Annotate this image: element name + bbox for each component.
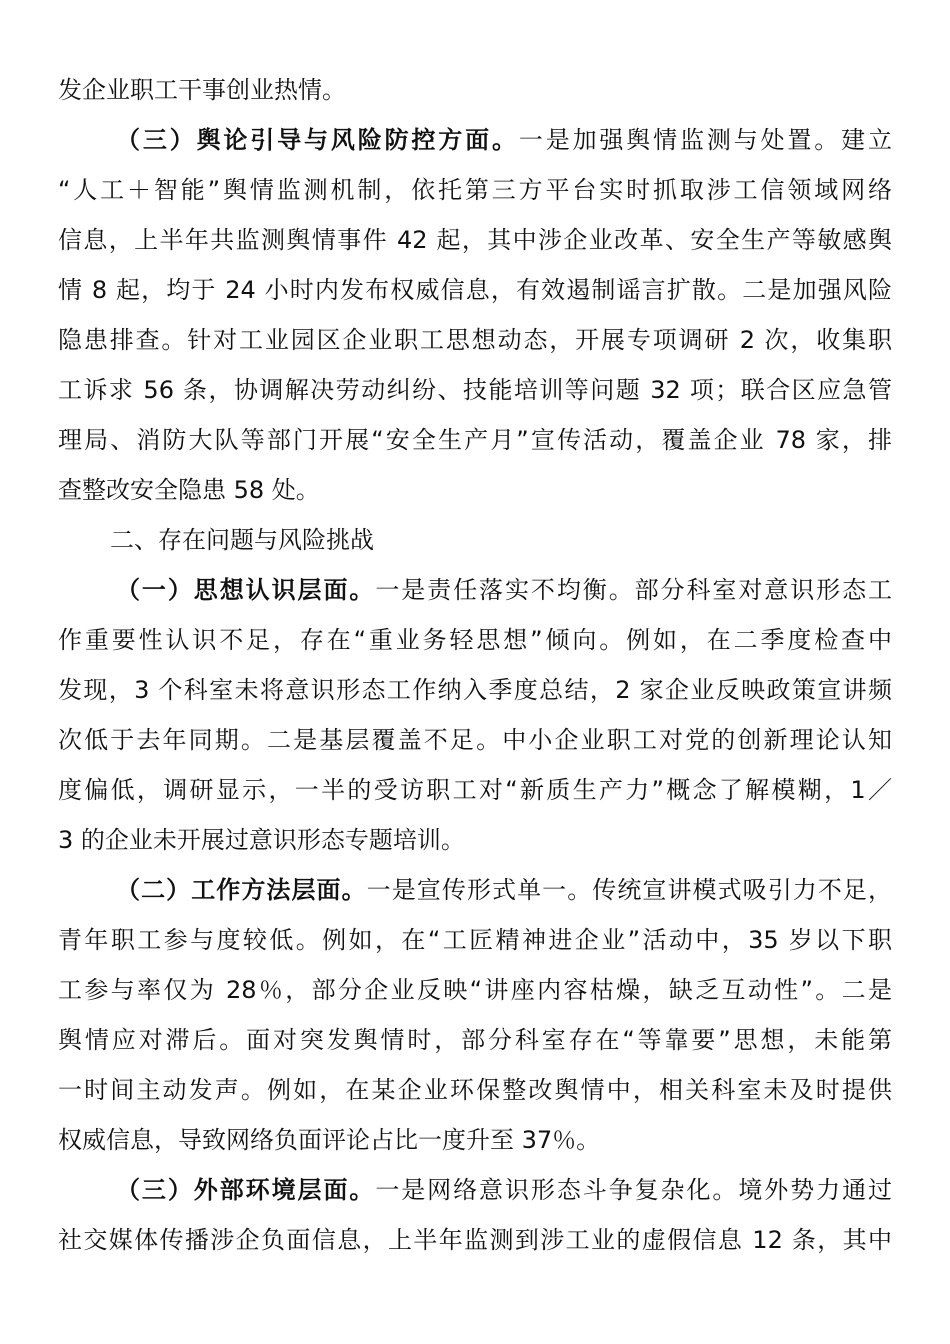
text-line	[58, 768, 892, 812]
section-heading-line	[58, 868, 892, 912]
section-heading-line	[58, 118, 892, 162]
text-line	[58, 318, 892, 362]
section-heading-line	[58, 568, 892, 612]
text-line	[58, 168, 892, 212]
text-segment: 发企业职工干事创业热情。	[58, 76, 346, 104]
text-line	[58, 1018, 892, 1062]
section-heading-line	[58, 1168, 892, 1212]
text-line	[58, 918, 892, 962]
paragraph-end-line	[58, 468, 892, 512]
text-segment: 青年职工参与度较低。例如，在“工匠精神进企业”活动中，35 岁以下职	[58, 926, 892, 954]
text-segment: 舆情应对滞后。面对突发舆情时，部分科室存在“等靠要”思想，未能第	[58, 1026, 892, 1054]
text-segment: 查整改安全隐患 58 处。	[58, 476, 320, 504]
text-segment: 一时间主动发声。例如，在某企业环保整改舆情中，相关科室未及时提供	[58, 1076, 892, 1104]
text-line	[58, 268, 892, 312]
text-segment: 3 的企业未开展过意识形态专题培训。	[58, 826, 465, 854]
text-segment: 一是加强舆情监测与处置。建立	[518, 126, 893, 154]
text-segment: 作重要性认识不足，存在“重业务轻思想”倾向。例如，在二季度检查中	[58, 626, 892, 654]
text-line	[58, 668, 892, 712]
chapter-heading-text: 二、存在问题与风险挑战	[110, 526, 374, 554]
text-line	[58, 218, 892, 262]
text-line	[58, 368, 892, 412]
text-line	[58, 418, 892, 462]
text-segment: 发现，3 个科室未将意识形态工作纳入季度总结，2 家企业反映政策宣讲频	[58, 676, 892, 704]
text-segment: 权威信息，导致网络负面评论占比一度升至 37％。	[58, 1126, 601, 1154]
section-heading: （二）工作方法层面。	[116, 876, 367, 904]
text-segment: 一是网络意识形态斗争复杂化。境外势力通过	[375, 1176, 893, 1204]
text-segment: 社交媒体传播涉企负面信息，上半年监测到涉工业的虚假信息 12 条，其中	[58, 1226, 892, 1254]
text-line	[58, 968, 892, 1012]
text-segment: 度偏低，调研显示，一半的受访职工对“新质生产力”概念了解模糊，1／	[58, 776, 892, 804]
text-segment: 理局、消防大队等部门开展“安全生产月”宣传活动，覆盖企业 78 家，排	[58, 426, 892, 454]
text-segment: 隐患排查。针对工业园区企业职工思想动态，开展专项调研 2 次，收集职	[58, 326, 892, 354]
paragraph-end-line	[58, 818, 892, 862]
text-line	[58, 718, 892, 762]
chapter-heading	[58, 518, 886, 562]
text-segment: 次低于去年同期。二是基层覆盖不足。中小企业职工对党的创新理论认知	[58, 726, 892, 754]
text-line	[58, 618, 892, 662]
section-heading: （三）舆论引导与风险防控方面。	[116, 126, 519, 154]
text-line	[58, 1218, 892, 1262]
paragraph-end-line	[58, 68, 892, 112]
section-heading: （一）思想认识层面。	[116, 576, 376, 604]
text-segment: 一是责任落实不均衡。部分科室对意识形态工	[375, 576, 893, 604]
text-line	[58, 1068, 892, 1112]
paragraph-end-line	[58, 1118, 892, 1162]
text-segment: 一是宣传形式单一。传统宣讲模式吸引力不足，	[366, 876, 893, 904]
text-segment: 工参与率仅为 28％，部分企业反映“讲座内容枯燥，缺乏互动性”。二是	[58, 976, 892, 1004]
text-segment: 工诉求 56 条，协调解决劳动纠纷、技能培训等问题 32 项；联合区应急管	[58, 376, 892, 404]
text-segment: 信息，上半年共监测舆情事件 42 起，其中涉企业改革、安全生产等敏感舆	[58, 226, 892, 254]
text-segment: 情 8 起，均于 24 小时内发布权威信息，有效遏制谣言扩散。二是加强风险	[58, 276, 892, 304]
text-segment: “人工＋智能”舆情监测机制，依托第三方平台实时抓取涉工信领域网络	[58, 176, 892, 204]
section-heading: （三）外部环境层面。	[116, 1176, 376, 1204]
